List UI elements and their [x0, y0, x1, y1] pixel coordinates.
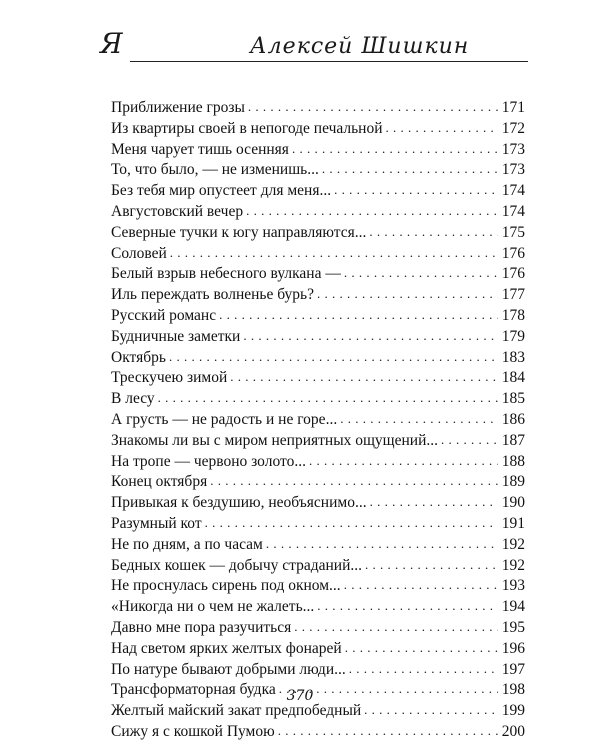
dot-leader	[345, 638, 498, 659]
dot-leader	[322, 159, 498, 180]
toc-entry	[111, 535, 525, 556]
toc-entry-title: Желтый майский закат предпобедный	[111, 702, 362, 720]
dot-leader	[369, 222, 498, 243]
dot-leader	[243, 326, 498, 347]
dot-leader	[205, 513, 498, 534]
dot-leader	[309, 451, 498, 472]
toc-entry-page: 194	[501, 598, 525, 616]
toc-entry-title: На тропе — червоно золото...	[111, 452, 306, 470]
toc-entry-title: Давно мне пора разучиться	[111, 618, 292, 636]
toc-entry	[111, 98, 525, 119]
toc-entry-page: 192	[501, 556, 525, 574]
toc-entry-page: 198	[501, 681, 525, 699]
toc-entry-title: А грусть — не радость и не горе...	[111, 410, 338, 428]
toc-entry-title: Бедных кошек — добычу страданий...	[111, 556, 362, 574]
dot-leader	[344, 263, 498, 284]
dot-leader	[219, 305, 498, 326]
dot-leader	[210, 471, 498, 492]
toc-entry-title: Над светом ярких желтых фонарей	[111, 639, 342, 657]
toc-entry-title: Не проснулась сирень под окном...	[111, 577, 341, 595]
dot-leader	[349, 659, 498, 680]
toc-entry-page: 178	[501, 306, 525, 324]
monogram: Я	[100, 27, 123, 60]
dot-leader	[158, 388, 498, 409]
toc-entry-page: 176	[501, 244, 525, 262]
toc-entry	[111, 514, 525, 535]
toc-entry	[111, 618, 525, 639]
toc-entry-title: Трансформаторная будка	[111, 681, 276, 699]
toc-entry	[111, 223, 525, 244]
toc-entry	[111, 348, 525, 369]
toc-entry-title: Без тебя мир опустеет для меня...	[111, 182, 332, 200]
toc-entry	[111, 597, 525, 618]
toc-entry	[111, 576, 525, 597]
toc-entry-title: Меня чарует тишь осенняя	[111, 140, 289, 158]
toc-entry	[111, 202, 525, 223]
dot-leader	[170, 243, 498, 264]
toc-entry-title: Русский романс	[111, 306, 217, 324]
toc-entry-title: Соловей	[111, 244, 167, 262]
toc-entry-title: Разумный кот	[111, 514, 202, 532]
dot-leader	[266, 534, 498, 555]
toc-entry-page: 177	[501, 286, 525, 304]
author-name: Алексей Шишкин	[250, 34, 470, 59]
dot-leader	[317, 284, 498, 305]
toc-entry-page: 195	[501, 618, 525, 636]
toc-entry-page: 185	[501, 390, 525, 408]
toc-entry-page: 191	[501, 514, 525, 532]
toc-entry-page: 187	[501, 431, 525, 449]
toc-entry	[111, 389, 525, 410]
toc-entry-title: Иль переждать волненье бурь?	[111, 286, 314, 304]
dot-leader	[292, 139, 498, 160]
toc-entry	[111, 285, 525, 306]
header-rule	[130, 61, 528, 62]
toc-entry-title: «Никогда ни о чем не жалеть...	[111, 598, 315, 616]
dot-leader	[294, 617, 498, 638]
toc-entry	[111, 472, 525, 493]
toc-entry-page: 172	[501, 119, 525, 137]
table-of-contents	[111, 98, 525, 743]
toc-entry-title: То, что было, — не изменишь...	[111, 161, 319, 179]
dot-leader	[370, 492, 498, 513]
toc-entry-page: 197	[501, 660, 525, 678]
toc-entry-page: 171	[501, 99, 525, 116]
toc-entry-page: 189	[501, 473, 525, 491]
toc-entry	[111, 660, 525, 681]
dot-leader	[169, 347, 498, 368]
toc-entry-page: 183	[501, 348, 525, 366]
toc-entry-title: В лесу	[111, 390, 155, 408]
toc-entry-title: Северные тучки к югу направляются...	[111, 223, 367, 241]
toc-entry-title: Сижу я с кошкой Пумою	[111, 722, 275, 740]
toc-entry	[111, 493, 525, 514]
toc-entry-page: 173	[501, 140, 525, 158]
toc-entry-page: 179	[501, 327, 525, 345]
dot-leader	[340, 409, 498, 430]
toc-entry-title: Приближение грозы	[111, 99, 245, 116]
toc-entry	[111, 410, 525, 431]
dot-leader	[278, 721, 498, 742]
toc-entry-page: 188	[501, 452, 525, 470]
page-number: 370	[286, 688, 314, 704]
toc-entry	[111, 556, 525, 577]
toc-entry-page: 192	[501, 535, 525, 553]
toc-entry-page: 196	[501, 639, 525, 657]
dot-leader	[317, 596, 498, 617]
toc-entry	[111, 160, 525, 181]
toc-entry-page: 200	[501, 722, 525, 740]
toc-entry-page: 186	[501, 410, 525, 428]
toc-entry-title: Не по дням, а по часам	[111, 535, 263, 553]
toc-entry	[111, 140, 525, 161]
toc-entry-page: 174	[501, 182, 525, 200]
toc-entry	[111, 306, 525, 327]
toc-entry	[111, 181, 525, 202]
toc-entry	[111, 431, 525, 452]
toc-entry-page: 193	[501, 577, 525, 595]
toc-entry-title: Белый взрыв небесного вулкана —	[111, 265, 341, 283]
toc-entry	[111, 244, 525, 265]
toc-entry-title: Привыкая к бездушию, необъяснимо...	[111, 494, 367, 512]
dot-leader	[246, 201, 498, 222]
dot-leader	[441, 430, 498, 451]
toc-entry	[111, 639, 525, 660]
toc-entry	[111, 701, 525, 722]
dot-leader	[365, 555, 498, 576]
toc-entry-page: 199	[501, 702, 525, 720]
toc-entry-page: 184	[501, 369, 525, 387]
toc-entry	[111, 722, 525, 743]
toc-entry-title: По натуре бывают добрыми люди...	[111, 660, 346, 678]
toc-entry-title: Августовский вечер	[111, 202, 244, 220]
toc-entry-page: 190	[501, 494, 525, 512]
dot-leader	[248, 97, 498, 118]
toc-entry	[111, 119, 525, 140]
toc-entry-page: 174	[501, 202, 525, 220]
dot-leader	[386, 118, 498, 139]
dot-leader	[334, 180, 498, 201]
toc-entry	[111, 452, 525, 473]
toc-entry	[111, 368, 525, 389]
toc-entry-title: Из квартиры своей в непогоде печальной	[111, 119, 383, 137]
toc-entry-page: 175	[501, 223, 525, 241]
toc-entry-title: Знакомы ли вы с миром неприятных ощущений...	[111, 431, 439, 449]
running-header	[100, 28, 528, 68]
toc-entry-title: Октябрь	[111, 348, 166, 366]
toc-entry-page: 176	[501, 265, 525, 283]
dot-leader	[344, 575, 498, 596]
dot-leader	[230, 367, 498, 388]
toc-entry	[111, 327, 525, 348]
toc-entry-page: 173	[501, 161, 525, 179]
toc-entry-title: Будничные заметки	[111, 327, 241, 345]
toc-entry-title: Конец октября	[111, 473, 208, 491]
toc-entry	[111, 264, 525, 285]
toc-entry-title: Трескучею зимой	[111, 369, 228, 387]
